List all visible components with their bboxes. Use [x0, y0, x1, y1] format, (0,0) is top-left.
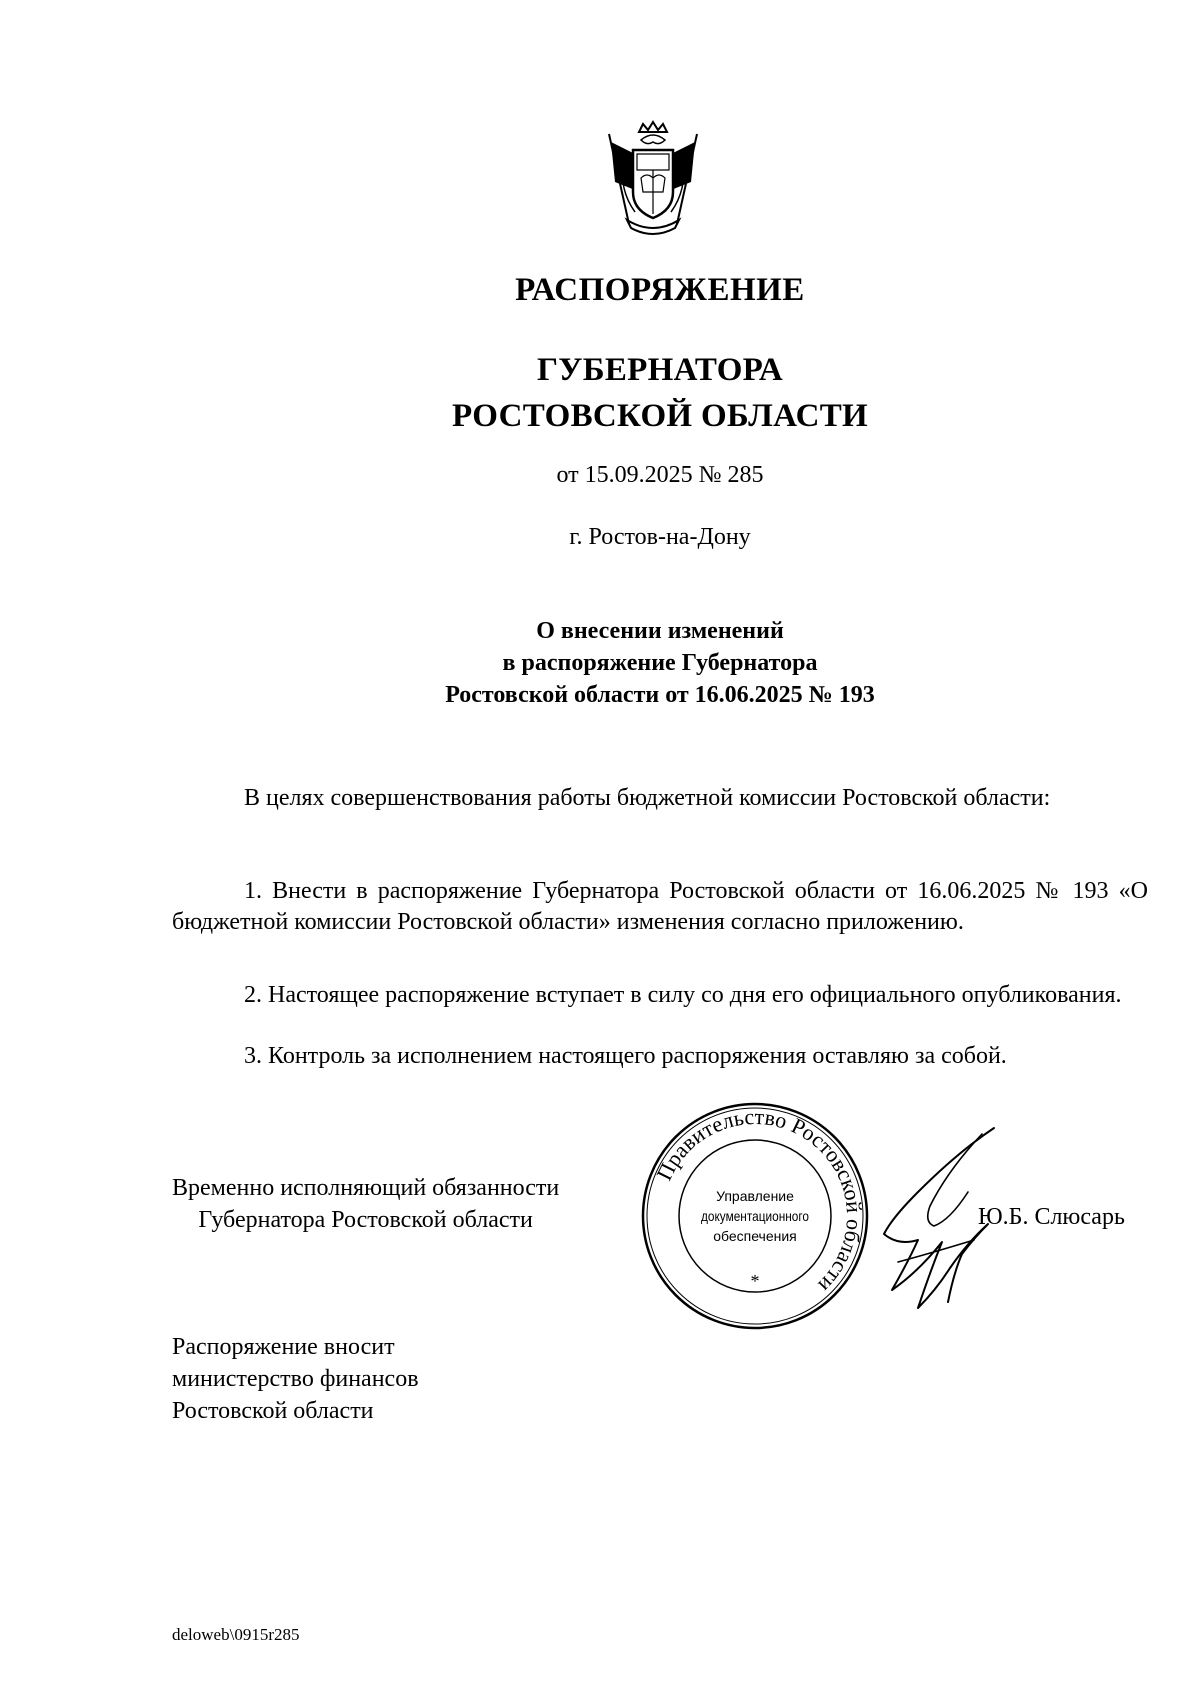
signatory-position-line-2: Губернатора Ростовской области	[198, 1207, 533, 1233]
subject-line-3: Ростовской области от 16.06.2025 № 193	[445, 682, 875, 708]
issuer-line-2: РОСТОВСКОЙ ОБЛАСТИ	[452, 398, 868, 434]
preamble-paragraph: В целях совершенствования работы бюджетной комиссии Ростовской области:	[244, 785, 1051, 811]
seal-inner-line-3: обеспечения	[713, 1228, 797, 1244]
item-2-paragraph: 2. Настоящее распоряжение вступает в силу со дня его официального опубликования.	[244, 982, 1122, 1008]
subject-line-2: в распоряжение Губернатора	[502, 650, 818, 676]
submitter-line-3: Ростовской области	[172, 1398, 374, 1424]
document-date-number: от 15.09.2025 № 285	[556, 462, 764, 488]
submitter-block	[172, 1331, 419, 1427]
svg-text:*: *	[750, 1271, 760, 1291]
seal-outer-text: Правительство Ростовской области	[651, 1103, 868, 1298]
signatory-position-line-1: Временно исполняющий обязанности	[172, 1175, 560, 1201]
item-1-paragraph: 1. Внести в распоряжение Губернатора Ростовской области от 16.06.2025 № 193 «О бюджетной комиссии Ростовской области» изменения согласно приложению.	[172, 878, 1148, 935]
submitter-line-2: министерство финансов	[172, 1366, 419, 1392]
issuer-line-1: ГУБЕРНАТОРА	[536, 352, 784, 388]
signatory-position	[172, 1172, 559, 1236]
document-city: г. Ростов-на-Дону	[569, 524, 751, 550]
document-file-code: deloweb\0915r285	[172, 1625, 300, 1644]
signatory-name: Ю.Б. Слюсарь	[978, 1204, 1125, 1230]
document-subject	[0, 615, 1200, 711]
seal-inner-line-2: документационного	[701, 1208, 810, 1224]
item-3-paragraph: 3. Контроль за исполнением настоящего распоряжения оставляю за собой.	[244, 1043, 1007, 1069]
subject-line-1: О внесении изменений	[536, 618, 784, 644]
seal-inner-line-1: Управление	[716, 1188, 794, 1204]
coat-of-arms-icon	[605, 120, 701, 238]
issuer-title	[0, 347, 1200, 439]
official-seal-stamp	[640, 1101, 870, 1331]
submitter-line-1: Распоряжение вносит	[172, 1334, 395, 1360]
document-type-title: РАСПОРЯЖЕНИЕ	[515, 272, 805, 308]
